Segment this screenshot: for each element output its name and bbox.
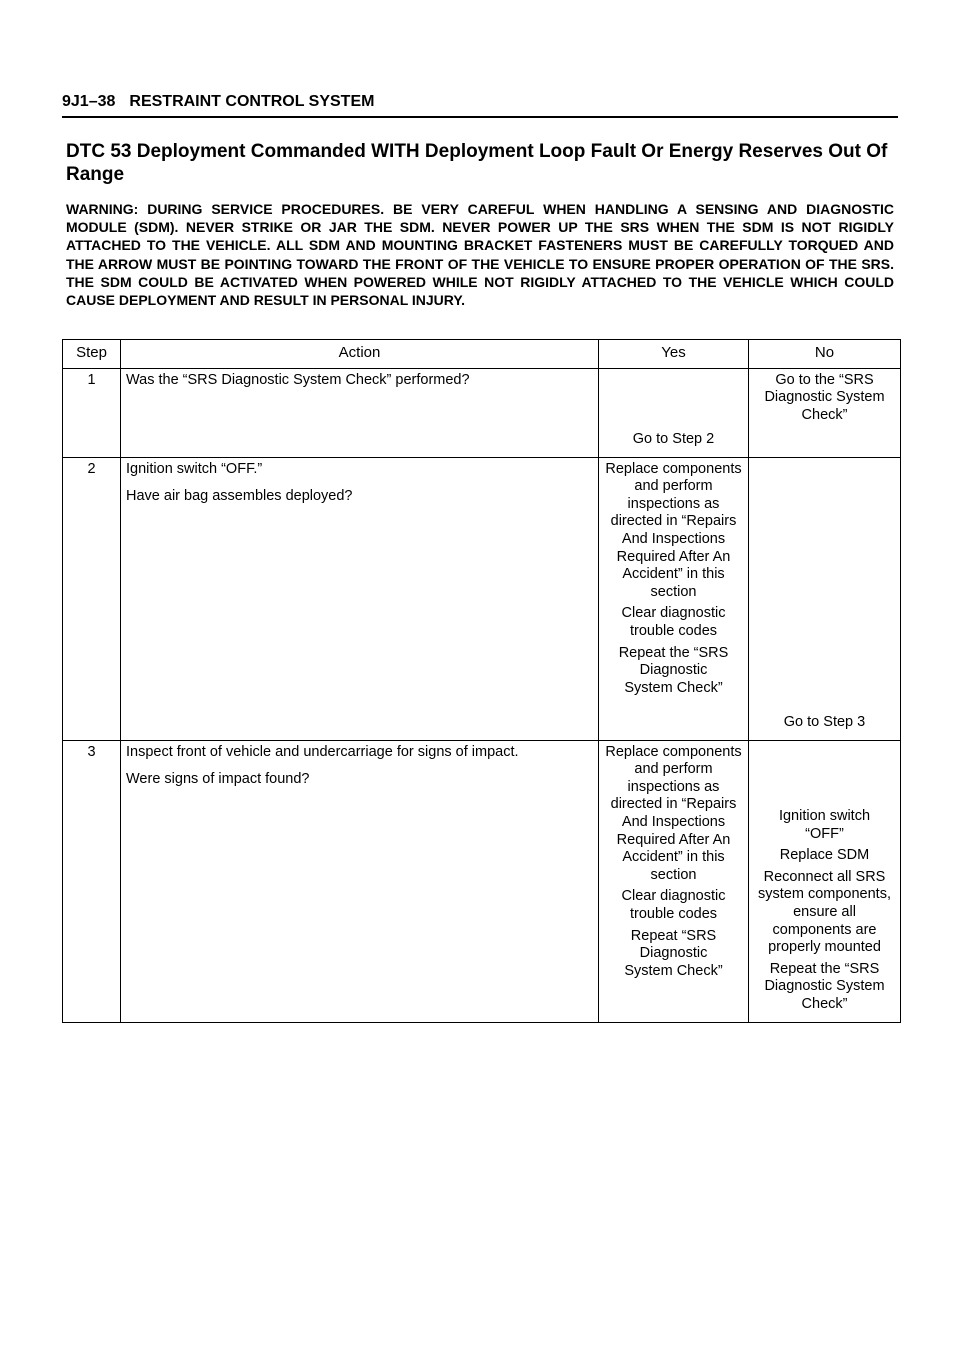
column-header-step: Step — [63, 340, 121, 369]
step-number: 3 — [63, 740, 121, 1022]
table-row — [63, 457, 901, 740]
no-text: Go to Step 3 — [783, 714, 866, 730]
no-text: Reconnect all SRS system components, ensure all components are properly mounted — [758, 868, 891, 956]
no-cell — [749, 368, 901, 457]
warning-text: WARNING: DURING SERVICE PROCEDURES. BE VERY CAREFUL WHEN HANDLING A SENSING AND DIAGNOSTIC MODULE (SDM). NEVER STRIKE OR JAR THE SDM. NEVER POWER UP THE SRS WHEN THE SDM IS NOT RIGIDLY ATTACHED TO THE VEHICLE. ALL SDM AND MOUNTING BRACKET FASTENERS MUST BE CAREFULLY TORQUED AND THE ARROW MUST BE POINTING TOWARD THE FRONT OF THE VEHICLE TO ENSURE PROPER OPERATION OF THE SRS. THE SDM COULD BE ACTIVATED WHEN POWERED WHILE NOT RIGIDLY ATTACHED TO THE VEHICLE WHICH COULD CAUSE DEPLOYMENT AND RESULT IN PERSONAL INJURY. — [66, 201, 894, 309]
section-code: 9J1–38 — [62, 93, 116, 110]
action-text: Have air bag assembles deployed? — [126, 488, 353, 505]
yes-text: Clear diagnostic trouble codes — [621, 605, 726, 639]
no-cell — [749, 740, 901, 1022]
section-title: RESTRAINT CONTROL SYSTEM — [129, 93, 375, 110]
diagnostic-table — [62, 339, 901, 1023]
page-header — [62, 92, 898, 118]
no-text: Repeat the “SRS Diagnostic System Check” — [764, 960, 885, 1012]
yes-text: Repeat the “SRS Diagnostic System Check” — [618, 644, 729, 696]
column-header-yes: Yes — [599, 340, 749, 369]
no-text: Go to the “SRS Diagnostic System Check” — [764, 371, 885, 423]
yes-cell — [599, 740, 749, 1022]
action-text: Inspect front of vehicle and undercarriage for signs of impact. — [126, 743, 519, 760]
page-title: DTC 53 Deployment Commanded WITH Deployment Loop Fault Or Energy Reserves Out Of Range — [66, 141, 888, 185]
column-header-no: No — [749, 340, 901, 369]
no-text: Replace SDM — [779, 847, 870, 864]
yes-cell — [599, 457, 749, 740]
step-number: 2 — [63, 457, 121, 740]
no-cell — [749, 457, 901, 740]
no-text: Ignition switch “OFF” — [778, 808, 871, 842]
action-cell — [121, 368, 599, 457]
table-row — [63, 368, 901, 457]
yes-text: Replace components and perform inspections as directed in “Repairs And Inspections Required After An Accident” in this section — [605, 460, 742, 600]
yes-text: Replace components and perform inspections as directed in “Repairs And Inspections Required After An Accident” in this section — [605, 743, 742, 883]
yes-text: Go to Step 2 — [632, 431, 715, 447]
action-cell — [121, 740, 599, 1022]
yes-text: Clear diagnostic trouble codes — [621, 888, 726, 922]
step-number: 1 — [63, 368, 121, 457]
action-text: Was the “SRS Diagnostic System Check” performed? — [126, 371, 470, 388]
action-cell — [121, 457, 599, 740]
table-row — [63, 740, 901, 1022]
column-header-action: Action — [121, 340, 599, 369]
action-text: Ignition switch “OFF.” — [126, 460, 263, 477]
yes-text: Repeat “SRS Diagnostic System Check” — [624, 927, 723, 979]
action-text: Were signs of impact found? — [126, 771, 310, 788]
table-header-row — [63, 340, 901, 369]
yes-cell — [599, 368, 749, 457]
